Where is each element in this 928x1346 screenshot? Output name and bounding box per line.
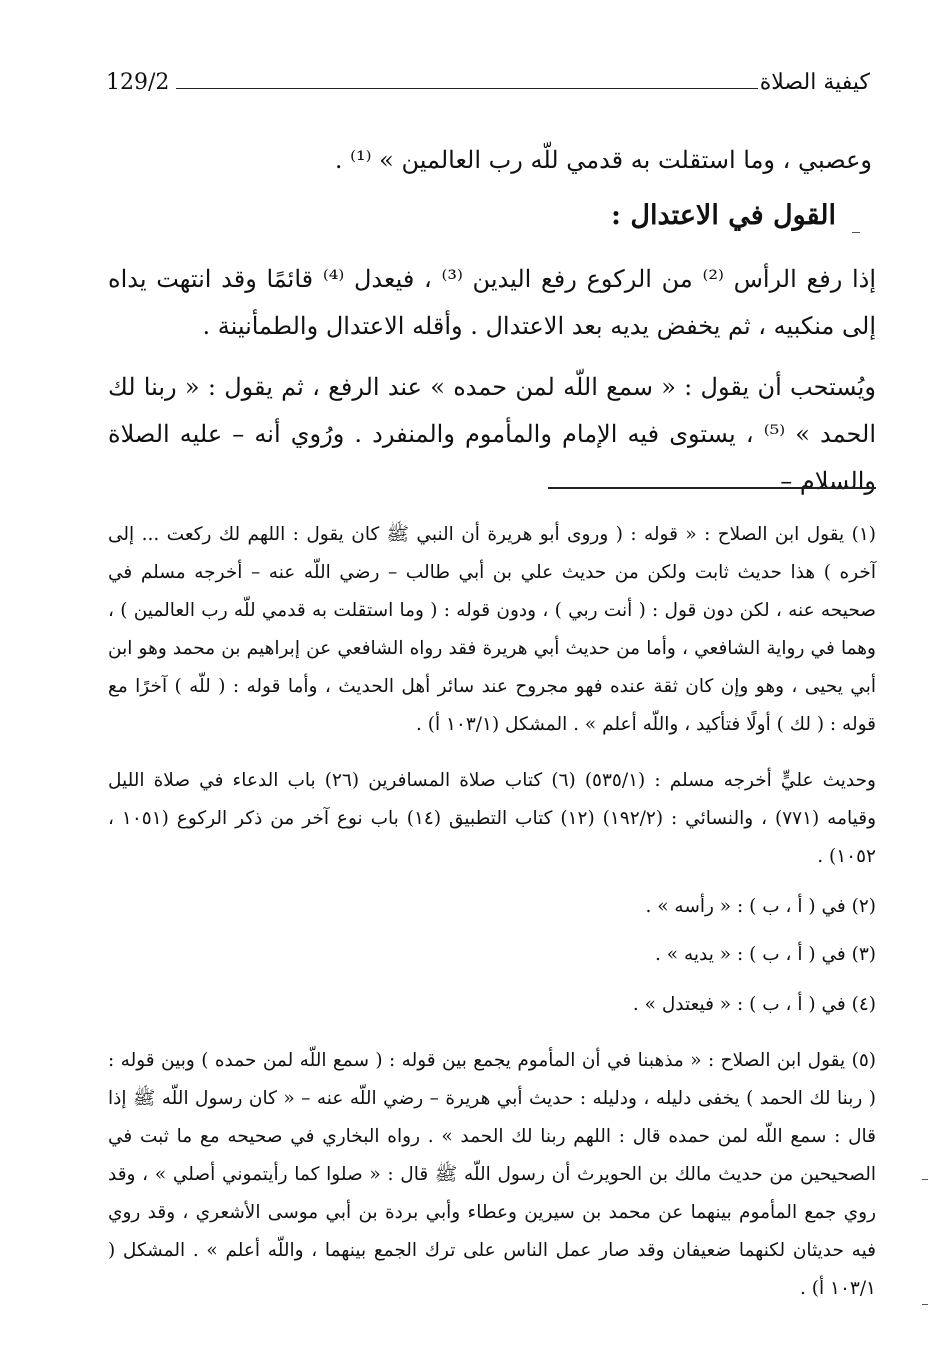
footnote-2: (٢) في ( أ ، ب ) : « رأسه » . [645,896,876,917]
page-number: 129/2 [106,70,170,95]
footnote-5: (٥) يقول ابن الصلاح : « مذهبنا في أن المأموم يجمع بين قوله : ( سمع اللّه لمن حمده ) وبين قوله : ( ربنا لك الحمد ) يخفى دليله ، ودليله : حديث أبي هريرة – رضي اللّه عنه – « كان رسول اللّه ﷺ إذا قال : سمع اللّه لمن حمده قال : اللهم ربنا لك الحمد » . رواه البخاري في صحيحه مع ما ثبت في الصحيحين من حديث مالك بن الحويرث أن رسول اللّه ﷺ قال : « صلوا كما رأيتموني أصلي » ، وقد روي جمع المأموم بينهما عن محمد بن سيرين وعطاء وأبي بردة بن أبي موسى الأشعري ، وقد روي فيه حديثان لكنهما ضعيفان وقد صار عمل الناس على ترك الجمع بينهما ، واللّه أعلم » . المشكل ( ١٠٣/١ أ) . [108,1050,876,1299]
footnote-1-continuation: وحديث عليٍّ أخرجه مسلم : (٥٣٥/١) (٦) كتاب صلاة المسافرين (٢٦) باب الدعاء في صلاة الليل وقيامه (٧٧١) ، والنسائي : (١٩٢/٢) (١٢) كتاب التطبيق (١٤) باب نوع آخر من ذكر الركوع (١٠٥١ ، ١٠٥٢) . [108,770,876,867]
running-header-title: كيفية الصلاة [759,70,870,95]
body-paragraph-2: ويُستحب أن يقول : « سمع اللّه لمن حمده » عند الرفع ، ثم يقول : « ربنا لك الحمد » ⁽⁵⁾ ، يستوى فيه الإمام والمأموم والمنفرد . ورُوي أنه – عليه الصلاة والسلام – [108,373,877,495]
header-rule [176,88,758,89]
footnote-4: (٤) في ( أ ، ب ) : « فيعتدل » . [632,994,876,1015]
margin-mark [852,232,860,233]
body-line-continuation: وعصبي ، وما استقلت به قدمي للّه رب العالمين » ⁽¹⁾ . [334,146,872,174]
footnote-separator [548,487,876,489]
body-paragraph-1: إذا رفع الرأس ⁽²⁾ من الركوع رفع اليدين ⁽³⁾ ، فيعدل ⁽⁴⁾ قائمًا وقد انتهت يداه إلى منكبيه ، ثم يخفض يديه بعد الاعتدال . وأقله الاعتدال والطمأنينة . [108,265,877,340]
margin-mark [922,1304,928,1305]
margin-mark [922,1179,928,1180]
footnote-1: (١) يقول ابن الصلاح : « قوله : ( وروى أبو هريرة أن النبي ﷺ كان يقول : اللهم لك ركعت ... إلى آخره ) هذا حديث ثابت ولكن من حديث علي بن أبي طالب – رضي اللّه عنه – أخرجه مسلم في صحيحه عنه ، لكن دون قول : ( أنت ربي ) ، ودون قوله : ( وما استقلت به قدمي للّه رب العالمين ) ، وهما في رواية الشافعي ، وأما من حديث أبي هريرة فقد رواه الشافعي عن إبراهيم بن محمد وهو ابن أبي يحيى ، وهو وإن كان ثقة عنده فهو مجروح عند سائر أهل الحديث ، وأما قوله : ( للّه ) آخرًا مع قوله : ( لك ) أولًا فتأكيد ، واللّه أعلم » . المشكل (١٠٣/١ أ) . [108,524,876,735]
footnote-3: (٣) في ( أ ، ب ) : « يديه » . [655,944,876,965]
section-heading: القول في الاعتدال : [611,200,836,231]
